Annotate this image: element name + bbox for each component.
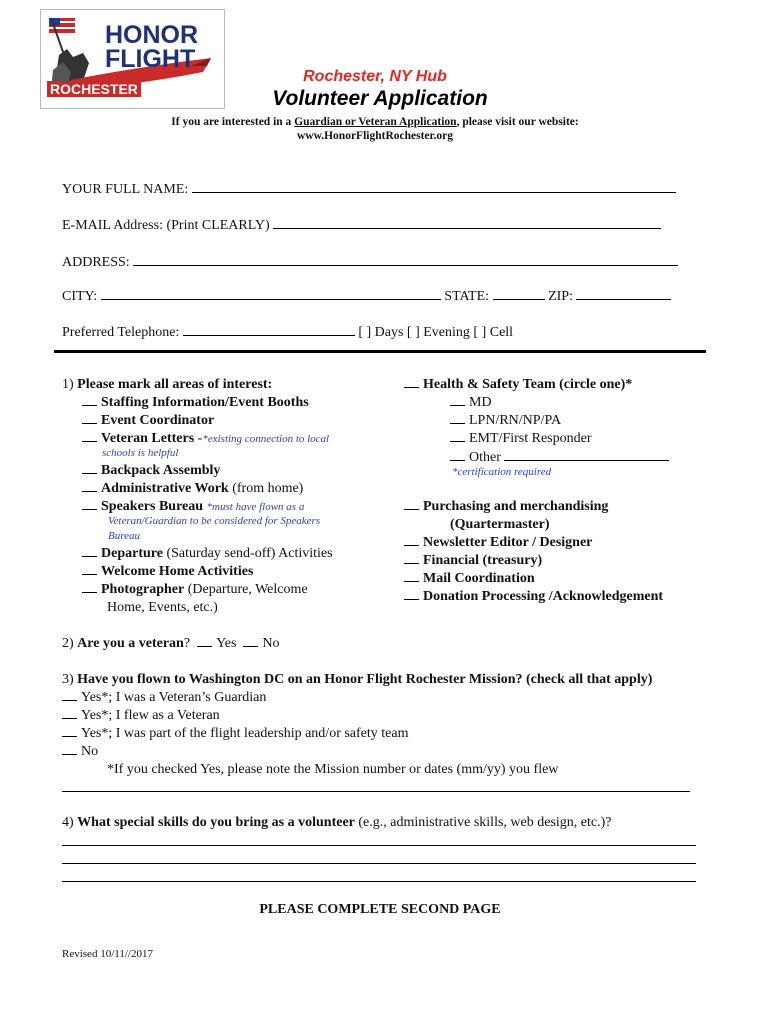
interest-welcome-home[interactable]: Welcome Home Activities	[82, 563, 253, 581]
email-label: E-MAIL Address: (Print CLEARLY)	[62, 218, 270, 233]
phone-field[interactable]	[183, 323, 355, 336]
q3-option-no[interactable]: No	[62, 743, 98, 761]
interest-photographer[interactable]: Photographer (Departure, Welcome	[82, 581, 308, 599]
interest-financial[interactable]: Financial (treasury)	[404, 552, 542, 570]
full-name-label: YOUR FULL NAME:	[62, 182, 189, 197]
intro-text: If you are interested in a Guardian or Veteran Application, please visit our website: www.HonorFlightRochester.org	[171, 116, 579, 142]
interest-health-safety[interactable]: Health & Safety Team (circle one)*	[404, 376, 632, 394]
logo-text-rochester: ROCHESTER	[47, 81, 141, 97]
city-field[interactable]	[101, 287, 441, 300]
zip-field[interactable]	[576, 287, 671, 300]
city-row	[62, 287, 671, 306]
interest-donation[interactable]: Donation Processing /Acknowledgement	[404, 588, 663, 606]
email-row	[62, 216, 661, 235]
interest-purchasing[interactable]: Purchasing and merchandising	[404, 498, 608, 516]
veteran-yes-blank[interactable]	[197, 635, 212, 647]
address-label: ADDRESS:	[62, 255, 130, 270]
veteran-letters-note: schools is helpful	[102, 447, 179, 459]
health-option-emt[interactable]: EMT/First Responder	[450, 430, 592, 448]
interest-departure[interactable]: Departure (Saturday send-off) Activities	[82, 545, 333, 563]
phone-row	[62, 323, 513, 342]
application-link[interactable]: Guardian or Veteran Application	[294, 116, 457, 128]
email-field[interactable]	[273, 216, 661, 229]
mission-field[interactable]	[62, 791, 690, 792]
state-label: STATE:	[444, 289, 490, 304]
interest-veteran-letters[interactable]: Veteran Letters -*existing connection to local	[82, 430, 329, 448]
q4-heading: 4) What special skills do you bring as a volunteer (e.g., administrative skills, web design, etc.)?	[62, 815, 612, 830]
full-name-field[interactable]	[192, 180, 676, 193]
city-label: CITY:	[62, 289, 98, 304]
interest-speakers-bureau[interactable]: Speakers Bureau *must have flown as a	[82, 498, 304, 516]
website-url[interactable]: www.HonorFlightRochester.org	[296, 130, 454, 142]
veteran-no: No	[262, 636, 280, 651]
interest-event-coordinator[interactable]: Event Coordinator	[82, 412, 214, 430]
logo-text-honor: HONOR	[105, 21, 199, 49]
page-title: Volunteer Application	[272, 87, 488, 110]
interest-mail[interactable]: Mail Coordination	[404, 570, 535, 588]
q2-row: 2) Are you a veteran? Yes No	[62, 636, 280, 651]
section-divider	[54, 350, 706, 353]
health-option-other[interactable]: Other	[450, 448, 669, 467]
q3-note: *If you checked Yes, please note the Mission number or dates (mm/yy) you flew	[107, 762, 559, 777]
interest-admin-work[interactable]: Administrative Work (from home)	[82, 480, 303, 498]
skills-field-line1[interactable]	[62, 845, 696, 846]
q3-heading: 3) Have you flown to Washington DC on an Honor Flight Rochester Mission? (check all that apply)	[62, 672, 653, 687]
purchasing-continued: (Quartermaster)	[450, 517, 550, 532]
veteran-no-blank[interactable]	[243, 635, 258, 647]
health-option-md[interactable]: MD	[450, 394, 492, 412]
address-field[interactable]	[133, 253, 678, 266]
interest-newsletter[interactable]: Newsletter Editor / Designer	[404, 534, 592, 552]
skills-field-line3[interactable]	[62, 881, 696, 882]
hub-name: Rochester, NY Hub	[303, 68, 447, 85]
logo-text-flight: FLIGHT	[105, 45, 196, 73]
state-field[interactable]	[493, 287, 545, 300]
veteran-yes: Yes	[216, 636, 237, 651]
phone-label: Preferred Telephone:	[62, 325, 180, 340]
interest-backpack[interactable]: Backpack Assembly	[82, 462, 220, 480]
health-option-nursing[interactable]: LPN/RN/NP/PA	[450, 412, 561, 430]
interest-staffing[interactable]: Staffing Information/Event Booths	[82, 394, 309, 412]
q3-option-guardian[interactable]: Yes*; I was a Veteran’s Guardian	[62, 689, 266, 707]
q1-heading: 1) Please mark all areas of interest:	[62, 377, 273, 392]
q3-option-leadership[interactable]: Yes*; I was part of the flight leadership and/or safety team	[62, 725, 409, 743]
certification-note: *certification required	[452, 466, 552, 478]
revised-date: Revised 10/11//2017	[62, 948, 153, 960]
speakers-note-line2: Veteran/Guardian to be considered for Speakers	[108, 515, 321, 527]
phone-time-options[interactable]: [ ] Days [ ] Evening [ ] Cell	[358, 325, 514, 340]
photographer-continued: Home, Events, etc.)	[107, 600, 218, 615]
speakers-note-line3: Bureau	[108, 530, 140, 542]
other-field[interactable]	[504, 448, 669, 461]
zip-label: ZIP:	[548, 289, 573, 304]
address-row	[62, 253, 678, 272]
q3-option-veteran[interactable]: Yes*; I flew as a Veteran	[62, 707, 220, 725]
skills-field-line2[interactable]	[62, 863, 696, 864]
complete-second-page: PLEASE COMPLETE SECOND PAGE	[259, 902, 501, 917]
full-name-row	[62, 180, 676, 199]
